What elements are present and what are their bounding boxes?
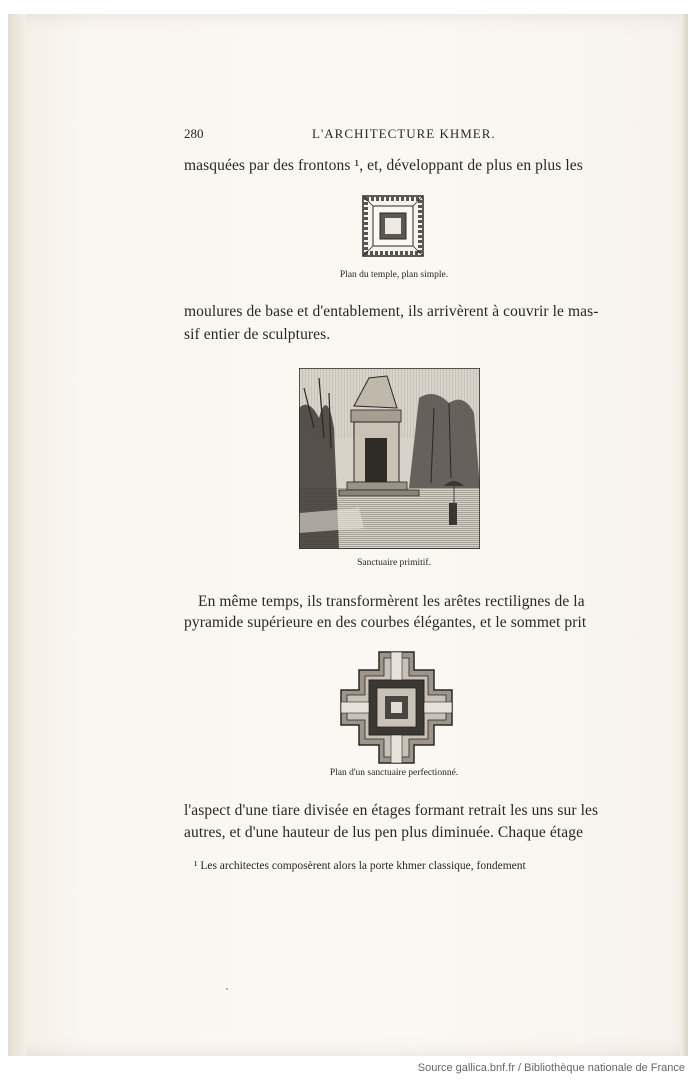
- sanctuary-plan-perfected-figure: [339, 650, 454, 765]
- page-right-edge: [680, 14, 688, 1056]
- body-line-1: masquées par des frontons ¹, et, développant de plus en plus les: [184, 157, 583, 174]
- figure-1-caption: Plan du temple, plan simple.: [339, 270, 449, 280]
- body-line-7: autres, et d'une hauteur de lus pen plus diminuée. Chaque étage: [184, 824, 584, 841]
- temple-plan-simple-figure: [362, 195, 424, 257]
- source-credit: Source gallica.bnf.fr / Bibliothèque nationale de France: [417, 1062, 685, 1074]
- sanctuary-engraving-figure: [299, 368, 480, 549]
- footnote: ¹ Les architectes composèrent alors la porte khmer classique, fondement: [194, 860, 526, 872]
- figure-2-caption: Sanctuaire primitif.: [357, 558, 431, 568]
- running-title: L'ARCHITECTURE KHMER.: [312, 126, 496, 141]
- figure-3-caption: Plan d'un sanctuaire perfectionné.: [329, 768, 459, 778]
- body-line-3: sif entier de sculptures.: [184, 326, 331, 343]
- page-binding-edge: [8, 14, 26, 1056]
- body-line-2: moulures de base et d'entablement, ils arrivèrent à couvrir le mas-: [184, 303, 599, 320]
- page-number: 280: [184, 126, 204, 141]
- body-line-5: pyramide supérieure en des courbes élégantes, et le sommet prit: [184, 614, 587, 631]
- body-line-6: l'aspect d'une tiare divisée en étages formant retrait les uns sur les: [184, 802, 599, 819]
- page-speck: [226, 988, 228, 990]
- body-line-4: En même temps, ils transformèrent les arêtes rectilignes de la: [198, 593, 585, 610]
